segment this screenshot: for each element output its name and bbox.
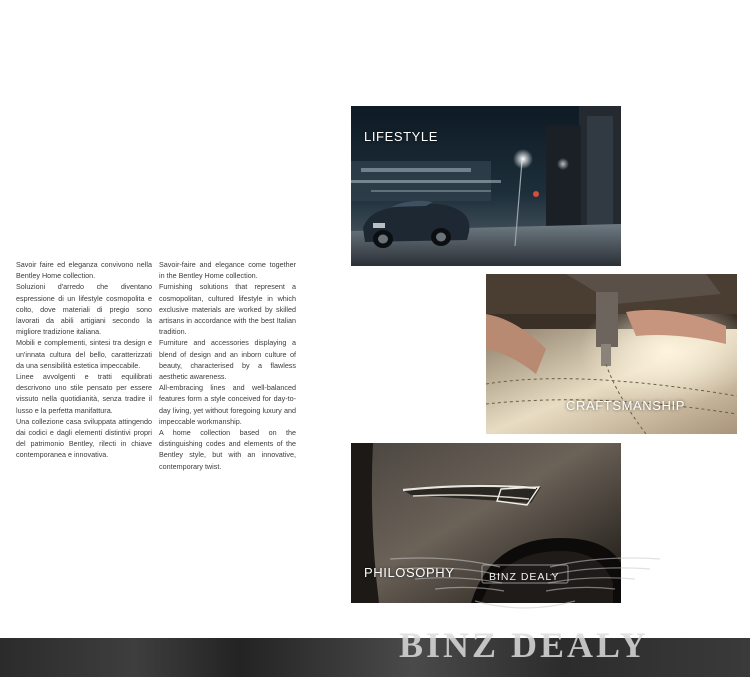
italian-text-column (16, 259, 152, 461)
lifestyle-label: LIFESTYLE (364, 129, 439, 144)
watermark-small-text: BINZ DEALY (489, 571, 560, 583)
italian-paragraph: Una collezione casa sviluppata attingendo dai codici e dagli elementi distintivi propri del patrimonio Bentley, rilecti in chiave contemporanea e innovativa. (16, 416, 152, 460)
italian-paragraph: Mobili e complementi, sintesi tra design e un'innata cultura del bello, caratterizzati da una sensibilità estetica impeccabile. (16, 338, 152, 370)
winged-logo-watermark (380, 553, 670, 623)
english-paragraph: Furniture and accessories displaying a blend of design and an inborn culture of beauty, characterised by a flawless aesthetic awareness. (159, 338, 296, 382)
english-text-column (159, 259, 296, 472)
english-paragraph: A home collection based on the distinguishing codes and elements of the Bentley style, but with an innovative, contemporary twist. (159, 428, 296, 471)
english-paragraph: All-embracing lines and well-balanced features form a style conceived for day-to-day living, yet without foregoing luxury and impeccable workmanship. (159, 383, 296, 426)
english-paragraph: Savoir-faire and elegance come together in the Bentley Home collection. (159, 260, 296, 281)
lifestyle-image (351, 106, 621, 266)
italian-paragraph: Savoir faire ed eleganza convivono nella Bentley Home collection. (16, 260, 152, 281)
craftsmanship-image (486, 274, 737, 434)
english-paragraph: Furnishing solutions that represent a cosmopolitan, cultured lifestyle in which exclusive materials are worked by skilled artisans in accordance with the best Italian tradition. (159, 282, 296, 337)
italian-paragraph: Soluzioni d'arredo che diventano espressione di un lifestyle cosmopolita e colto, dove materiali di pregio sono lavorati da abili artigiani secondo la migliore tradizione italiana. (16, 282, 152, 337)
italian-paragraph: Linee avvolgenti e tratti equilibrati descrivono uno stile pensato per essere vissuto nella quotidianità, senza tradire il lusso e la perfetta manifattura. (16, 372, 152, 415)
watermark-large-text: BINZ DEALY (399, 625, 649, 665)
craftsmanship-label: CRAFTSMANSHIP (566, 398, 686, 413)
philosophy-label: PHILOSOPHY (364, 565, 455, 580)
